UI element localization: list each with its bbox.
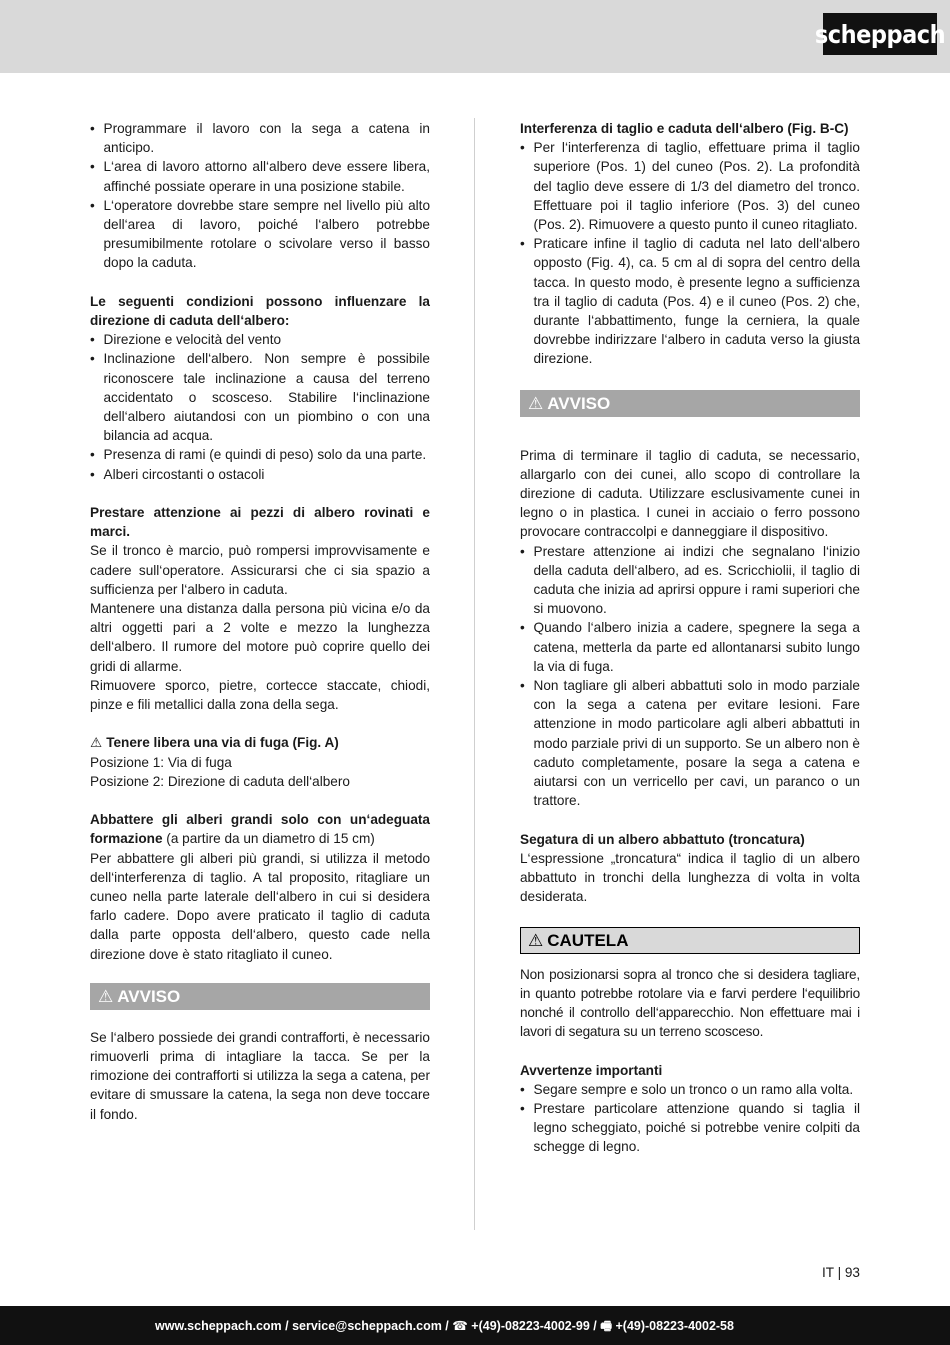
paragraph: Prima di terminare il taglio di caduta, se necessario, allargarlo con dei cunei, allo scopo di controllare la direzione di caduta. Utilizzare esclusivamente cunei in legno o in plastica. I cunei in acciaio o ferro possono provocare contraccolpi e danneggiare il dispositivo. bbox=[520, 447, 860, 540]
warning-banner: ⚠ AVVISO bbox=[520, 390, 860, 417]
caution-banner: ⚠ CAUTELA bbox=[520, 927, 860, 954]
warning-triangle-icon: ⚠ bbox=[90, 735, 103, 751]
list-item: • Non tagliare gli alberi abbattuti solo in modo parziale con la sega a catena per evitare lesioni. Fare attenzione in modo particolare agli alberi abbattuti in modo parziale privi di un supporto. Se un albero non è caduto completamente, posare la sega a catena e aiutarsi con un verricello per cavi, un paranco o un trattore. bbox=[520, 676, 860, 810]
section-heading: ⚠ Tenere libera una via di fuga (Fig. A) bbox=[90, 733, 430, 752]
paragraph: Rimuovere sporco, pietre, cortecce staccate, chiodi, pinze e fili metallici dalla zona della sega. bbox=[90, 677, 430, 713]
paragraph: Se il tronco è marcio, può rompersi improvvisamente e cadere sull‘operatore. Assicurarsi che ci sia spazio a sufficienza per l‘albero in caduta. bbox=[90, 543, 430, 597]
list-item: • Prestare particolare attenzione quando si taglia il legno scheggiato, poiché si potrebbe venire colpiti da schegge di legno. bbox=[520, 1099, 860, 1157]
brand-logo: scheppach bbox=[823, 13, 937, 55]
warning-triangle-icon: ⚠ bbox=[528, 930, 544, 950]
paragraph: L‘espressione „troncatura“ indica il taglio di un albero abbattuto in tronchi della lunghezza di volta in volta desiderata. bbox=[520, 850, 860, 905]
paragraph: Se l‘albero possiede dei grandi contrafforti, è necessario rimuoverli prima di intagliare la tacca. Se per la rimozione dei contrafforti si utilizza la sega a catena, per evitare di smussare la catena, la sega non deve toccare il fondo. bbox=[90, 1029, 430, 1122]
paragraph: Posizione 2: Direzione di caduta dell‘albero bbox=[90, 773, 350, 789]
section-heading: Avvertenze importanti bbox=[520, 1062, 663, 1078]
list-item: • Alberi circostanti o ostacoli bbox=[90, 465, 430, 484]
list-item: • Quando l‘albero inizia a cadere, spegnere la sega a catena, metterla da parte ed allontanarsi subito lungo la via di fuga. bbox=[520, 618, 860, 676]
page-number: IT | 93 bbox=[821, 1265, 860, 1280]
list-item: • Praticare infine il taglio di caduta nel lato dell‘albero opposto (Fig. 4), ca. 5 cm al di sopra del centro della tacca. In questo modo, è presente legno a sufficienza tra il taglio di caduta (Pos. 4) e il cuneo (Pos. 2) che, durante l‘abbattimento, funge la cerniera, la quale dovrebbe indirizzare l‘albero in caduta verso la giusta direzione. bbox=[520, 234, 860, 368]
header-bar bbox=[0, 0, 950, 73]
list-item: • Inclinazione dell‘albero. Non sempre è possibile riconoscere tale inclinazione a causa del terreno accidentato o scosceso. Stabilire l‘inclinazione dell‘albero aiutandosi con un piombino o con una bilancia ad acqua. bbox=[90, 349, 430, 445]
paragraph: Mantenere una distanza dalla persona più vicina e/o da altri oggetti pari a 2 volte e mezzo la lunghezza dell‘albero. Il rumore del motore può coprire quello dei gridi di allarme. bbox=[90, 601, 430, 674]
warning-banner: ⚠ AVVISO bbox=[90, 983, 430, 1010]
heading-note: (a partire da un diametro di 15 cm) bbox=[166, 831, 375, 847]
list-item: • L‘operatore dovrebbe stare sempre nel livello più alto dell‘area di lavoro, poiché l‘albero potrebbe presumibilmente rotolare o scivolare verso il basso dopo la caduta. bbox=[90, 196, 430, 273]
paragraph: Posizione 1: Via di fuga bbox=[90, 754, 232, 770]
list-item: • Segare sempre e solo un tronco o un ramo alla volta. bbox=[520, 1080, 860, 1099]
important-bullet-list bbox=[520, 1080, 860, 1157]
paragraph: Per abbattere gli alberi più grandi, si utilizza il metodo dell‘interferenza di taglio. A tal proposito, ritagliare un cuneo nella parte laterale dell‘albero in cui si desidera farlo cadere. Dopo avere praticato il taglio di caduta dalla parte opposta dell‘albero, questo cade nella direzione dove è stato ritagliato il cuneo. bbox=[90, 850, 430, 962]
interference-bullet-list bbox=[520, 138, 860, 368]
list-item: • L‘area di lavoro attorno all‘albero deve essere libera, affinché possiate operare in una posizione stabile. bbox=[90, 157, 430, 195]
section-heading: Interferenza di taglio e caduta dell‘albero (Fig. B-C) bbox=[520, 121, 849, 136]
section-heading: Prestare attenzione ai pezzi di albero rovinati e marci. bbox=[90, 505, 430, 540]
warning-triangle-icon: ⚠ bbox=[528, 393, 544, 413]
warning-triangle-icon: ⚠ bbox=[98, 986, 114, 1006]
section-heading: Segatura di un albero abbattuto (troncatura) bbox=[520, 831, 805, 847]
list-item: • Direzione e velocità del vento bbox=[90, 330, 430, 349]
conditions-bullet-list bbox=[90, 330, 430, 484]
right-column bbox=[520, 119, 860, 1157]
footer-bar bbox=[0, 1306, 950, 1345]
warning-bullet-list bbox=[520, 542, 860, 811]
list-item: • Prestare attenzione ai indizi che segnalano l‘inizio della caduta dell‘albero, ad es. Scricchiolii, il taglio di caduta che inizia ad aprirsi oppure i rami superiori che si muovono. bbox=[520, 542, 860, 619]
list-item: • Programmare il lavoro con la sega a catena in anticipo. bbox=[90, 119, 430, 157]
list-item: • Presenza di rami (e quindi di peso) solo da una parte. bbox=[90, 445, 430, 464]
section-heading: Le seguenti condizioni possono influenzare la direzione di caduta dell‘albero: bbox=[90, 293, 430, 329]
column-divider bbox=[474, 118, 475, 1230]
paragraph: Non posizionarsi sopra al tronco che si desidera tagliare, in quanto potrebbe rotolare via e farvi perdere l‘equilibrio nonché il controllo dell‘apparecchio. Non effettuare mai i lavori di segatura su un terreno scosceso. bbox=[520, 966, 860, 1040]
section-heading: Abbattere gli alberi grandi solo con un‘adeguata formazione (a partire da un diametro di 15 cm) bbox=[90, 812, 430, 847]
footer-contact: www.scheppach.com / service@scheppach.com / ☎ +(49)-08223-4002-99 / 🖷 +(49)-08223-4002-58 bbox=[155, 1319, 734, 1333]
intro-bullet-list bbox=[90, 119, 430, 273]
list-item: • Per l‘interferenza di taglio, effettuare prima il taglio superiore (Pos. 1) del cuneo (Pos. 2). La profondità del taglio deve essere di 1/3 del diametro del tronco. Effettuare poi il taglio inferiore (Pos. 3) del cuneo (Pos. 2). Rimuovere a questo punto il cuneo ritagliato. bbox=[520, 138, 860, 234]
left-column bbox=[90, 119, 430, 1124]
